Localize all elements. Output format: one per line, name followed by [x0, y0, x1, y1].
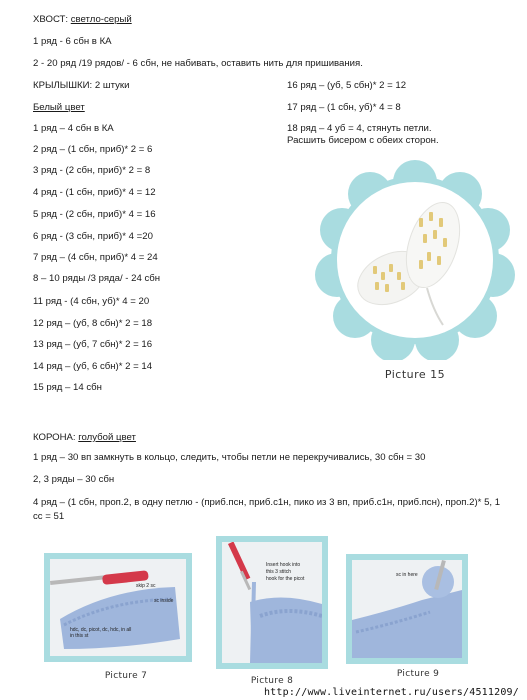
p7-label: skip 2 sc — [136, 583, 156, 589]
wing-row: 16 ряд – (уб, 5 сбн)* 2 = 12 — [287, 80, 407, 91]
picture-8-caption: Picture 8 — [250, 676, 294, 686]
crown-row-1: 1 ряд – 30 вп замкнуть в кольцо, следить, чтобы петли не перекручивались, 30 сбн = 30 — [33, 452, 426, 463]
picture-9-frame — [346, 554, 468, 664]
flower-frame — [315, 160, 515, 360]
wing-row: 11 ряд - (4 сбн, уб)* 4 = 20 — [33, 296, 150, 307]
crown-row-4: 4 ряд – (1 сбн, проп.2, в одну петлю - (приб.псн, приб.с1н, пико из 3 вп, приб.с1н, приб.псн), проп.2)* 5, 1 сс = 51 — [33, 497, 501, 522]
wing-row: 1 ряд – 4 сбн в КА — [33, 123, 114, 134]
wing-row: 5 ряд - (2 сбн, приб)* 4 = 16 — [33, 209, 156, 220]
wing-row: 2 ряд – (1 сбн, приб)* 2 = 6 — [33, 144, 153, 155]
wing-row-18: 18 ряд – 4 уб = 4, стянуть петли. Расшить бисером с обеих сторон. — [287, 123, 439, 146]
wing-row: 8 – 10 ряды /3 ряда/ - 24 сбн — [33, 273, 161, 284]
picture-7-frame — [44, 553, 192, 662]
wing-row: 3 ряд - (2 сбн, приб)* 2 = 8 — [33, 165, 151, 176]
crown-color: голубой цвет — [78, 432, 136, 443]
wing-row: 6 ряд - (3 сбн, приб)* 4 =20 — [33, 231, 153, 242]
picture-8-image — [222, 542, 322, 663]
wing-row: 12 ряд – (уб, 8 сбн)* 2 = 18 — [33, 318, 153, 329]
wing-row: 4 ряд - (1 сбн, приб)* 4 = 12 — [33, 187, 156, 198]
picture-8-frame — [216, 536, 328, 669]
p9-label: sc in here — [396, 572, 418, 578]
crown-row-2: 2, 3 ряды – 30 сбн — [33, 474, 115, 485]
wing-row: 13 ряд – (уб, 7 сбн)* 2 = 16 — [33, 339, 153, 350]
tail-row-1: 1 ряд - 6 сбн в КА — [33, 36, 112, 47]
tail-row-2: 2 - 20 ряд /19 рядов/ - 6 сбн, не набивать, оставить нить для пришивания. — [33, 58, 363, 69]
p7-label: hdc, dc, picot, dc, hdc, in all in this st — [70, 627, 132, 639]
watermark-url: http://www.liveinternet.ru/users/4511209/ — [263, 687, 519, 698]
wing-row: 7 ряд – (4 сбн, приб)* 4 = 24 — [33, 252, 158, 263]
picture-8 — [222, 542, 322, 663]
p8-labels: Insert hook into this 3 stitch hook for the picot — [266, 562, 305, 582]
p7-label: sc inside — [154, 598, 174, 604]
wings-color: Белый цвет — [33, 102, 85, 113]
picture-7-image — [50, 559, 186, 656]
picture-9-caption: Picture 9 — [396, 669, 440, 679]
wing-row: 14 ряд – (уб, 6 сбн)* 2 = 14 — [33, 361, 153, 372]
wings-heading: КРЫЛЫШКИ: 2 штуки — [33, 80, 130, 91]
picture-7-caption: Picture 7 — [104, 671, 148, 681]
picture-15 — [315, 160, 515, 360]
wing-row: 17 ряд – (1 сбн, уб)* 4 = 8 — [287, 102, 401, 113]
crown-heading: КОРОНА: голубой цвет — [33, 432, 136, 443]
tail-color: светло-серый — [70, 14, 132, 25]
picture-15-caption: Picture 15 — [384, 368, 446, 381]
tail-heading: ХВОСТ: светло-серый — [33, 14, 132, 25]
picture-7 — [50, 559, 186, 656]
wing-row: 15 ряд – 14 сбн — [33, 382, 102, 393]
